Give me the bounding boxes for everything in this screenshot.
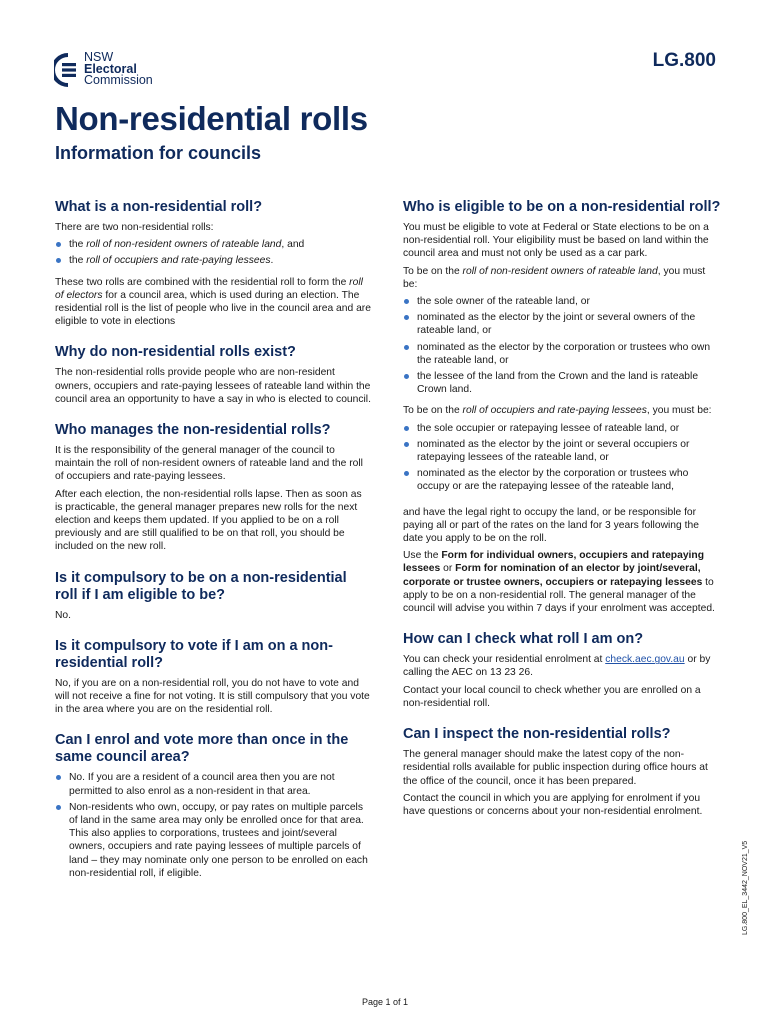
- text: These two rolls are combined with the residential roll to form the: [55, 276, 350, 288]
- list-item: [403, 422, 721, 435]
- section-heading: Can I inspect the non-residential rolls?: [403, 726, 671, 743]
- bullet-list: [403, 422, 721, 494]
- bullet-dot-icon: [56, 775, 61, 780]
- bullet-dot-icon: [56, 258, 61, 263]
- text: the: [69, 239, 87, 251]
- paragraph: [55, 276, 371, 329]
- section-why-exist: [55, 344, 371, 406]
- bullet-dot-icon: [404, 345, 409, 350]
- paragraph: Contact your local council to check whether you are enrolled on a non-residential roll.: [403, 684, 701, 709]
- nswec-logo-mark-icon: [54, 52, 82, 88]
- text: nominated as the elector by the joint or several occupiers or ratepaying lessees of the rateable land, or: [417, 438, 690, 464]
- page-title: Non-residential rolls: [55, 100, 368, 137]
- bullet-dot-icon: [404, 315, 409, 320]
- paragraph: No.: [55, 609, 72, 621]
- section-compulsory-be-on-roll: [55, 570, 371, 622]
- logo-line-commission: Commission: [84, 73, 153, 87]
- bullet-list: [55, 238, 371, 267]
- paragraph: No, if you are on a non-residential roll, you do not have to vote and will not receive a fine for not voting. It is still compulsory that you vote in the area where you are on the residential roll.: [55, 677, 370, 716]
- text: Non-residents who own, occupy, or pay rates on multiple parcels of land in the same area may only be enrolled once for that area. This also applies to corporations, trustees and joint/several owners, occupiers and rate paying lessees of multiple parcels of land – they may nominate only one person to be enrolled on each non-residential roll, if eligible.: [69, 801, 368, 879]
- section-who-is-eligible: [403, 199, 721, 615]
- text: To be on the: [403, 265, 463, 277]
- bullet-dot-icon: [404, 442, 409, 447]
- bullet-dot-icon: [404, 374, 409, 379]
- paragraph: The non-residential rolls provide people who are non-resident owners, occupiers and rate-paying lessees of rateable land within the council area an opportunity to have a say in who is elected to council.: [55, 367, 371, 405]
- list-item: [403, 341, 721, 367]
- list-item: [403, 295, 721, 308]
- text: nominated as the elector by the corporation or trustees who own the rateable land, or: [417, 341, 711, 366]
- section-heading: Who manages the non-residential rolls?: [55, 422, 331, 439]
- text: nominated as the elector by the corporation or trustees who occupy or are the ratepaying lessee of the rateable land,: [417, 468, 689, 493]
- text: You can check your residential enrolment at: [403, 654, 606, 666]
- paragraph: [403, 549, 721, 615]
- list-item: [55, 238, 371, 251]
- right-column: [403, 199, 721, 834]
- list-item: [403, 370, 721, 396]
- bullet-dot-icon: [56, 242, 61, 247]
- left-column: [55, 199, 371, 896]
- section-heading: Is it compulsory to be on a non-residential roll if I am eligible to be?: [55, 569, 347, 603]
- paragraph: [403, 404, 721, 417]
- text: Use the: [403, 550, 442, 562]
- section-who-manages: [55, 422, 371, 554]
- roll-name: roll of occupiers and rate-paying lessees: [462, 405, 647, 417]
- text: , you must be:: [403, 265, 706, 290]
- logo-line-nsw: NSW: [84, 50, 114, 64]
- bullet-list: [55, 771, 371, 880]
- page-subtitle: Information for councils: [55, 143, 262, 163]
- section-enrol-more-than-once: [55, 732, 371, 880]
- text: nominated as the elector by the joint or several owners of the rateable land, or: [417, 312, 696, 337]
- section-heading: Can I enrol and vote more than once in the same council area?: [55, 732, 349, 766]
- text: the: [69, 255, 87, 267]
- bullet-list: [403, 295, 721, 396]
- section-heading: What is a non-residential roll?: [55, 199, 263, 215]
- text: To be on the: [403, 405, 463, 417]
- list-item: [403, 467, 721, 493]
- section-what-is-roll: [55, 199, 371, 328]
- paragraph: It is the responsibility of the general manager of the council to maintain the roll of non-resident owners of rateable land and the roll of occupiers and rate-paying lessees.: [55, 445, 363, 483]
- text: the lessee of the land from the Crown and the land is rateable Crown land.: [417, 371, 699, 396]
- bullet-dot-icon: [404, 426, 409, 431]
- form-name-individual: Form for individual owners, occupiers and ratepaying lessees: [403, 550, 704, 575]
- section-check-roll: [403, 631, 721, 710]
- form-code: LG.800: [652, 50, 716, 71]
- list-item: [403, 311, 721, 337]
- bullet-dot-icon: [56, 805, 61, 810]
- section-inspect-rolls: [403, 726, 721, 818]
- roll-name: roll of occupiers and rate-paying lessees: [86, 255, 271, 267]
- bullet-dot-icon: [404, 471, 409, 476]
- bullet-dot-icon: [404, 299, 409, 304]
- list-item: [403, 438, 721, 464]
- aec-check-link[interactable]: check.aec.gov.au: [605, 654, 685, 666]
- section-heading: Is it compulsory to vote if I am on a non-residential roll?: [55, 637, 333, 671]
- text: No. If you are a resident of a council area then you are not permitted to also enrol as a non-resident in that area.: [69, 772, 335, 797]
- form-name-nomination: Form for nomination of an elector by joint/several, corporate or trustee owners, occupiers or ratepaying lessees: [403, 563, 703, 588]
- paragraph: [403, 653, 721, 679]
- text: the sole occupier or ratepaying lessee of rateable land, or: [417, 422, 680, 434]
- text: the sole owner of the rateable land, or: [417, 296, 590, 308]
- text: , you must be:: [646, 405, 712, 417]
- paragraph: Contact the council in which you are applying for enrolment if you have questions or concerns about your non-residential enrolment.: [403, 792, 703, 817]
- text: or: [440, 563, 456, 575]
- paragraph: The general manager should make the latest copy of the non-residential rolls available for public inspection during office hours at the office of the council, once it has been prepared.: [403, 749, 708, 787]
- roll-name: roll of non-resident owners of rateable land: [462, 265, 658, 277]
- logo-line-electoral: Electoral: [84, 61, 137, 76]
- list-item: [55, 254, 371, 267]
- list-item: [55, 801, 371, 880]
- section-heading: Who is eligible to be on a non-residential roll?: [403, 199, 721, 215]
- paragraph: [403, 265, 721, 291]
- paragraph: After each election, the non-residential rolls lapse. Then as soon as is practicable, the general manager prepares new rolls for the next election and keeps them updated. If you applied to be on a roll previously and are still qualified to be on that roll, you should be included on the new roll.: [55, 488, 362, 553]
- page-number: Page 1 of 1: [361, 997, 409, 1007]
- nsw-electoral-commission-logo: [54, 52, 184, 92]
- roll-name: roll of non-resident owners of rateable land: [86, 239, 282, 251]
- list-item: [55, 771, 371, 797]
- text: .: [270, 255, 274, 267]
- paragraph: There are two non-residential rolls:: [55, 222, 214, 233]
- text: to apply to be on a non-residential roll. The general manager of the council will advise you within 7 days if your enrolment was accepted.: [403, 576, 715, 615]
- text: or by calling the AEC on 13 23 26.: [403, 654, 711, 679]
- section-compulsory-vote: [55, 638, 371, 717]
- document-reference: LG.800_EL_3442_NOV21_V5: [742, 840, 749, 935]
- roll-name: roll of electors: [55, 276, 363, 301]
- paragraph: You must be eligible to vote at Federal or State elections to be on a non-residential roll. Your eligibility must be based on land within the council area and must not only be used as a car park.: [403, 222, 709, 260]
- section-heading: How can I check what roll I am on?: [403, 631, 644, 648]
- text: for a council area, which is used during an election. The residential roll is the list of people who live in the council area and are eligible to vote in elections: [55, 289, 371, 328]
- section-heading: Why do non-residential rolls exist?: [55, 344, 296, 361]
- paragraph: and have the legal right to occupy the land, or be responsible for paying all or part of the rates on the land for 3 years following the date you apply to be on the roll.: [403, 506, 699, 545]
- text: , and: [281, 239, 305, 251]
